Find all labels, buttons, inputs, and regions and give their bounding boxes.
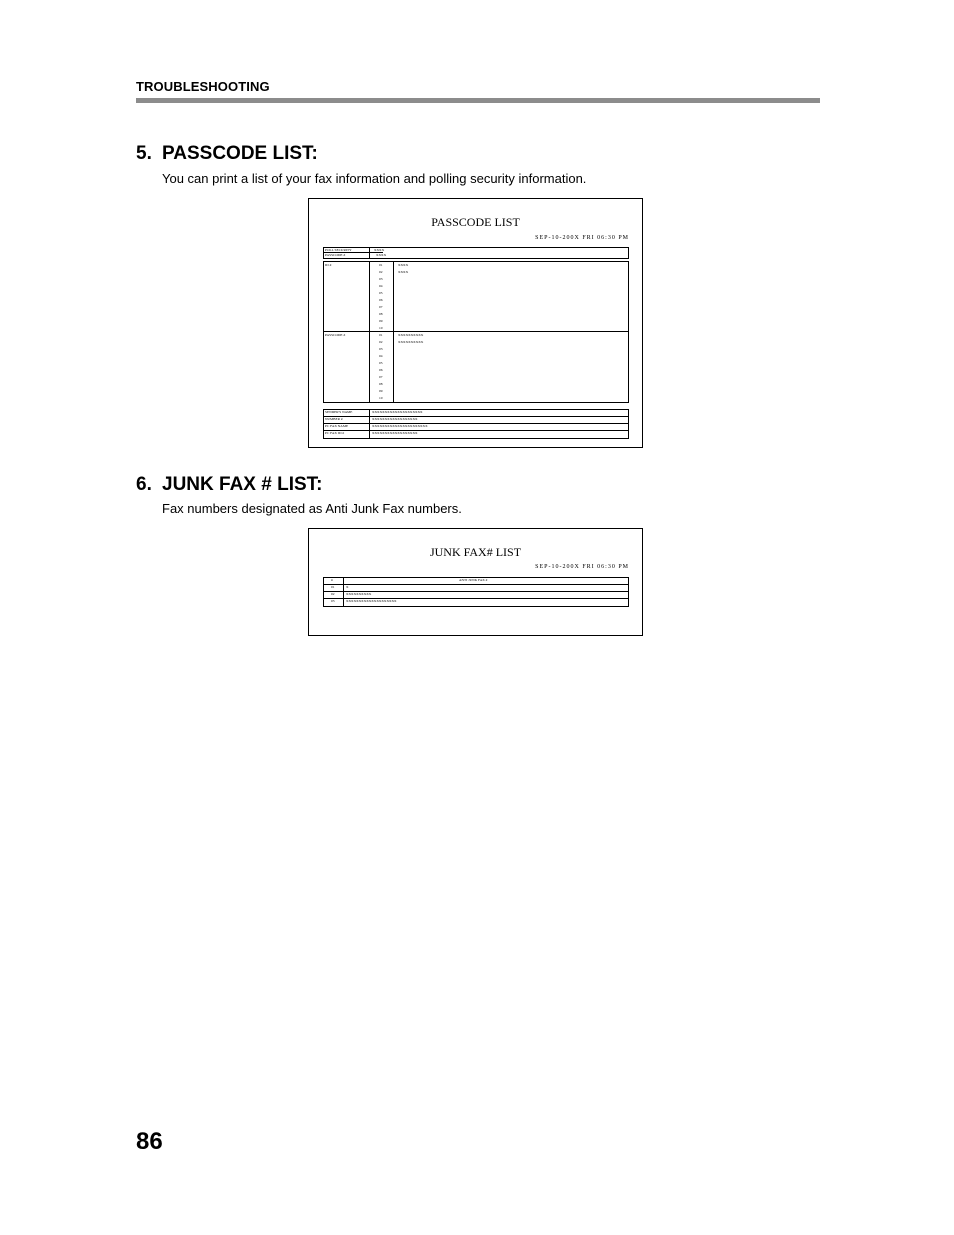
junk-row-num: 02 xyxy=(331,592,335,596)
id-row-num: 05 xyxy=(379,291,383,295)
passcode-report-date: SEP-10-200X FRI 06:30 PM xyxy=(535,235,629,241)
passcode-row-num: 01 xyxy=(379,333,383,337)
junk-report-title: JUNK FAX# LIST xyxy=(429,545,522,559)
info-row-value: XXXXXXXXXXXXXXXXXX xyxy=(372,431,418,435)
id-label: ID # xyxy=(325,263,332,267)
junk-row-value: X xyxy=(346,585,349,589)
passcode-row-num: 06 xyxy=(379,368,383,372)
id-table-vdivider-2 xyxy=(393,261,394,403)
passcode-row-num: 09 xyxy=(379,389,383,393)
section-6-heading: JUNK FAX # LIST: xyxy=(162,474,323,495)
info-row-label: PC FAX NAME xyxy=(325,424,349,428)
passcode2-label: PASSCODE # xyxy=(325,333,346,337)
header-rule xyxy=(136,98,820,103)
junk-table-vdivider xyxy=(343,577,344,607)
id-row-num: 07 xyxy=(379,305,383,309)
passcode-row-num: 07 xyxy=(379,375,383,379)
info-row-divider xyxy=(323,430,629,431)
passcode-row-value: XXXXXXXXXX xyxy=(398,333,424,337)
poll-security-label: POLL SECURITY xyxy=(325,248,352,252)
poll-security-vdivider xyxy=(369,247,370,259)
info-row-value: XXXXXXXXXXXXXXXXXXXXXX xyxy=(372,424,428,428)
passcode-row-num: 05 xyxy=(379,361,383,365)
poll-security-value: XXXX xyxy=(374,248,385,252)
id-row-num: 03 xyxy=(379,277,383,281)
id-row-num: 04 xyxy=(379,284,383,288)
section-6-number: 6. xyxy=(136,474,152,495)
info-table-vdivider xyxy=(369,409,370,439)
junk-row-num: 03 xyxy=(331,599,335,603)
passcode-row-num: 08 xyxy=(379,382,383,386)
section-6-title xyxy=(136,474,322,496)
passcode-label: PASSCODE # xyxy=(325,253,346,257)
id-row-num: 02 xyxy=(379,270,383,274)
section-6-description: Fax numbers designated as Anti Junk Fax numbers. xyxy=(162,501,462,516)
junk-row-divider xyxy=(323,584,629,585)
info-row-label: SENDER'S NAME xyxy=(325,410,353,414)
passcode-row-num: 03 xyxy=(379,347,383,351)
info-row-label: PC FAX ID # xyxy=(325,431,345,435)
junk-row-value: XXXXXXXXXXXXXXXXXXXX xyxy=(346,599,397,603)
passcode-list-report xyxy=(308,198,643,448)
passcode-value: XXXX xyxy=(376,253,387,257)
id-row-num: 08 xyxy=(379,312,383,316)
passcode-row-value: XXXXXXXXXX xyxy=(398,340,424,344)
section-5-number: 5. xyxy=(136,143,152,164)
id-row-num: 10 xyxy=(379,326,383,330)
id-row-value: XXXX xyxy=(398,263,409,267)
id-row-num: 06 xyxy=(379,298,383,302)
id-row-value: XXXX xyxy=(398,270,409,274)
junk-fax-list-report xyxy=(308,528,643,636)
section-5-heading: PASSCODE LIST: xyxy=(162,143,318,164)
info-row-value: XXXXXXXXXXXXXXXXXXXX xyxy=(372,410,423,414)
section-5-title xyxy=(136,143,318,165)
passcode-report-title: PASSCODE LIST xyxy=(431,215,520,229)
passcode-row-num: 10 xyxy=(379,396,383,400)
passcode-row-num: 02 xyxy=(379,340,383,344)
id-row-num: 09 xyxy=(379,319,383,323)
junk-col-num: # xyxy=(331,578,333,582)
info-row-label: NUMBER # xyxy=(325,417,343,421)
info-row-value: XXXXXXXXXXXXXXXXXX xyxy=(372,417,418,421)
id-row-num: 01 xyxy=(379,263,383,267)
junk-row-value: XXXXXXXXXX xyxy=(346,592,372,596)
junk-report-date: SEP-10-200X FRI 06:30 PM xyxy=(535,564,629,570)
junk-col-header: ANTI JUNK FAX # xyxy=(459,578,488,582)
running-header: TROUBLESHOOTING xyxy=(136,79,270,94)
info-row-divider xyxy=(323,416,629,417)
passcode-row-num: 04 xyxy=(379,354,383,358)
section-5-description: You can print a list of your fax information and polling security information. xyxy=(162,171,587,186)
info-row-divider xyxy=(323,423,629,424)
junk-row-num: 01 xyxy=(331,585,335,589)
page-number: 86 xyxy=(136,1128,163,1155)
id-table-vdivider-1 xyxy=(369,261,370,403)
